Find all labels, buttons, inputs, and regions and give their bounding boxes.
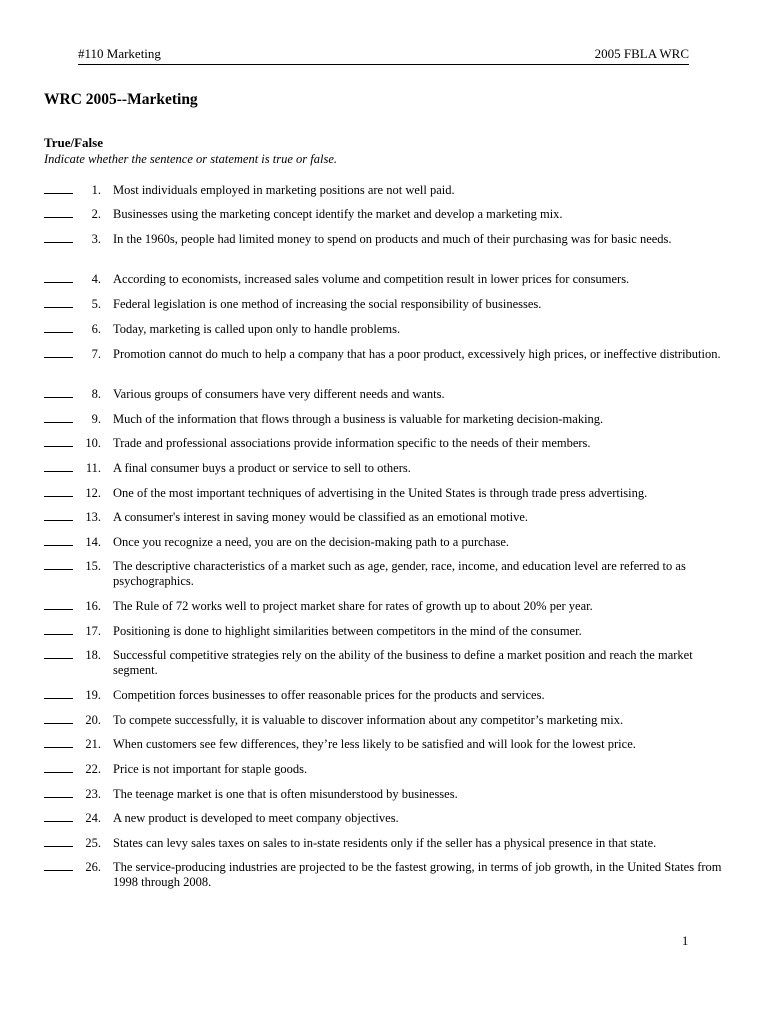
question-item	[44, 599, 734, 614]
question-text: Most individuals employed in marketing positions are not well paid.	[113, 183, 455, 197]
question-number: 13.	[85, 510, 101, 524]
section-instructions: Indicate whether the sentence or statement is true or false.	[44, 152, 337, 166]
question-item	[44, 387, 734, 402]
answer-blank[interactable]	[44, 698, 73, 699]
answer-blank[interactable]	[44, 217, 73, 218]
question-number: 1.	[91, 183, 101, 197]
question-text: A new product is developed to meet company objectives.	[113, 811, 399, 825]
answer-blank[interactable]	[44, 545, 73, 546]
question-text: States can levy sales taxes on sales to in-state residents only if the seller has a physical presence in that state.	[113, 836, 657, 850]
question-number: 26.	[85, 860, 101, 874]
question-item	[44, 436, 734, 451]
question-item	[44, 322, 734, 337]
question-number: 11.	[85, 461, 101, 475]
question-item	[44, 688, 734, 703]
question-number: 12.	[85, 486, 101, 500]
question-text: The descriptive characteristics of a market such as age, gender, race, income, and education level are referred to as psychographics.	[113, 559, 686, 588]
question-number: 5.	[91, 297, 101, 311]
question-number: 20.	[85, 713, 101, 727]
question-number: 14.	[85, 535, 101, 549]
question-item	[44, 762, 734, 777]
answer-blank[interactable]	[44, 821, 73, 822]
question-text: To compete successfully, it is valuable to discover information about any competitor’s marketing mix.	[113, 713, 624, 727]
question-text: The teenage market is one that is often misunderstood by businesses.	[113, 787, 458, 801]
question-item	[44, 836, 734, 851]
question-text: Businesses using the marketing concept identify the market and develop a marketing mix.	[113, 207, 563, 221]
answer-blank[interactable]	[44, 446, 73, 447]
question-text: A final consumer buys a product or service to sell to others.	[113, 461, 411, 475]
question-number: 9.	[91, 412, 101, 426]
answer-blank[interactable]	[44, 723, 73, 724]
question-text: In the 1960s, people had limited money to spend on products and much of their purchasing was for basic needs.	[113, 232, 672, 246]
question-item	[44, 232, 734, 262]
answer-blank[interactable]	[44, 846, 73, 847]
answer-blank[interactable]	[44, 797, 73, 798]
question-text: Today, marketing is called upon only to handle problems.	[113, 322, 401, 336]
answer-blank[interactable]	[44, 569, 73, 570]
question-text: Positioning is done to highlight similarities between competitors in the mind of the consumer.	[113, 624, 582, 638]
question-number: 4.	[91, 272, 101, 286]
question-item	[44, 510, 734, 525]
answer-blank[interactable]	[44, 609, 73, 610]
answer-blank[interactable]	[44, 747, 73, 748]
question-item	[44, 272, 734, 287]
question-text: Competition forces businesses to offer reasonable prices for the products and services.	[113, 688, 545, 702]
question-number: 22.	[85, 762, 101, 776]
question-text: Promotion cannot do much to help a company that has a poor product, excessively high prices, or ineffective distribution.	[113, 347, 721, 361]
question-item	[44, 648, 734, 678]
section-title: True/False	[44, 135, 103, 150]
question-item	[44, 183, 734, 198]
question-number: 6.	[91, 322, 101, 336]
question-number: 10.	[85, 436, 101, 450]
page-number: 1	[682, 934, 689, 948]
answer-blank[interactable]	[44, 471, 73, 472]
question-text: Price is not important for staple goods.	[113, 762, 308, 776]
answer-blank[interactable]	[44, 282, 73, 283]
question-item	[44, 860, 734, 890]
question-text: The service-producing industries are projected to be the fastest growing, in terms of job growth, in the United States from 1998 through 2008.	[113, 860, 722, 889]
question-text: Federal legislation is one method of increasing the social responsibility of businesses.	[113, 297, 542, 311]
question-number: 8.	[91, 387, 101, 401]
question-number: 23.	[85, 787, 101, 801]
answer-blank[interactable]	[44, 242, 73, 243]
question-number: 15.	[85, 559, 101, 573]
answer-blank[interactable]	[44, 634, 73, 635]
question-text: Once you recognize a need, you are on the decision-making path to a purchase.	[113, 535, 510, 549]
question-item	[44, 347, 734, 377]
answer-blank[interactable]	[44, 332, 73, 333]
question-number: 19.	[85, 688, 101, 702]
question-number: 17.	[85, 624, 101, 638]
question-item	[44, 207, 734, 222]
question-number: 18.	[85, 648, 101, 662]
answer-blank[interactable]	[44, 397, 73, 398]
answer-blank[interactable]	[44, 357, 73, 358]
question-number: 21.	[85, 737, 101, 751]
document-title: WRC 2005--Marketing	[44, 91, 198, 108]
question-item	[44, 811, 734, 826]
question-item	[44, 737, 734, 752]
question-number: 2.	[91, 207, 101, 221]
answer-blank[interactable]	[44, 772, 73, 773]
question-text: The Rule of 72 works well to project market share for rates of growth up to about 20% per year.	[113, 599, 593, 613]
question-item	[44, 559, 734, 589]
question-text: According to economists, increased sales volume and competition result in lower prices for consumers.	[113, 272, 630, 286]
question-item	[44, 624, 734, 639]
question-number: 7.	[91, 347, 101, 361]
question-text: Trade and professional associations provide information specific to the needs of their members.	[113, 436, 591, 450]
answer-blank[interactable]	[44, 870, 73, 871]
question-text: One of the most important techniques of advertising in the United States is through trade press advertising.	[113, 486, 648, 500]
question-text: When customers see few differences, they’re less likely to be satisfied and will look for the lowest price.	[113, 737, 636, 751]
question-item	[44, 461, 734, 476]
question-number: 24.	[85, 811, 101, 825]
question-text: Much of the information that flows through a business is valuable for marketing decision-making.	[113, 412, 604, 426]
question-item	[44, 412, 734, 427]
answer-blank[interactable]	[44, 422, 73, 423]
question-item	[44, 486, 734, 501]
question-number: 3.	[91, 232, 101, 246]
header-course-label: #110 Marketing	[78, 46, 161, 61]
question-item	[44, 787, 734, 802]
question-item	[44, 535, 734, 550]
question-text: Successful competitive strategies rely on the ability of the business to define a market position and reach the market segment.	[113, 648, 693, 677]
question-number: 16.	[85, 599, 101, 613]
answer-blank[interactable]	[44, 193, 73, 194]
question-item	[44, 297, 734, 312]
question-item	[44, 713, 734, 728]
question-text: A consumer's interest in saving money would be classified as an emotional motive.	[113, 510, 529, 524]
answer-blank[interactable]	[44, 496, 73, 497]
running-header	[78, 46, 689, 65]
answer-blank[interactable]	[44, 307, 73, 308]
question-number: 25.	[85, 836, 101, 850]
answer-blank[interactable]	[44, 658, 73, 659]
answer-blank[interactable]	[44, 520, 73, 521]
header-event-label: 2005 FBLA WRC	[594, 46, 689, 61]
question-text: Various groups of consumers have very different needs and wants.	[113, 387, 445, 401]
